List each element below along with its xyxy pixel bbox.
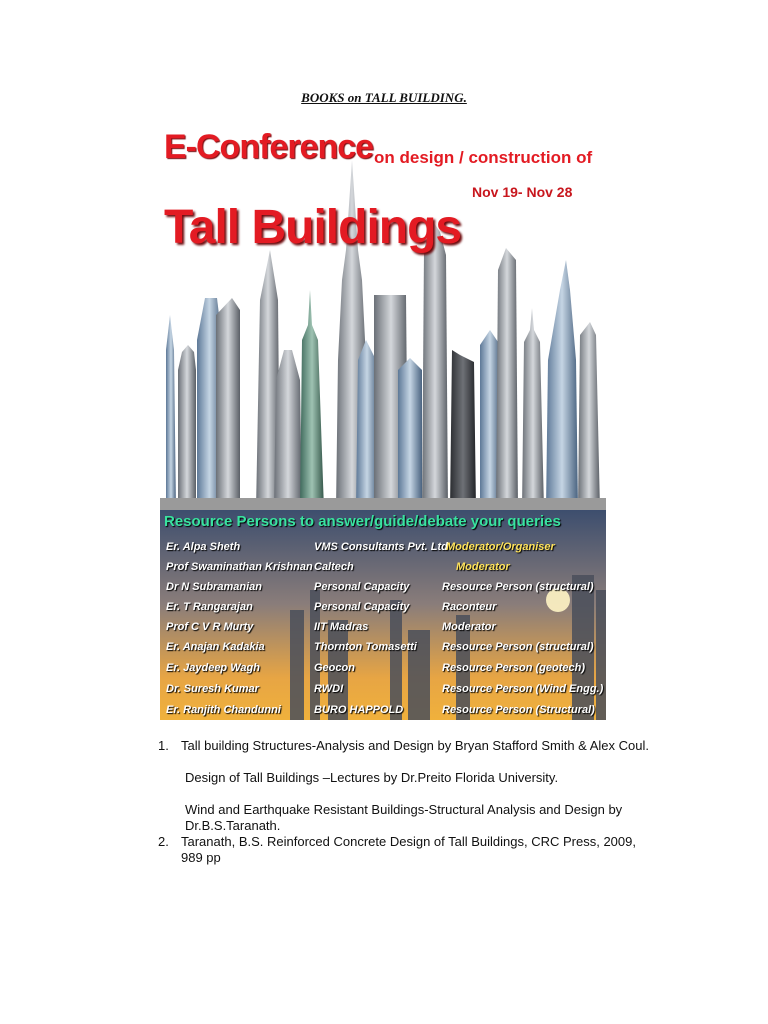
person-org: Thornton Tomasetti [314, 641, 417, 653]
poster-dates: Nov 19- Nov 28 [472, 184, 573, 200]
person-name: Er. Anajan Kadakia [166, 641, 265, 653]
book-entry: Taranath, B.S. Reinforced Concrete Design of Tall Buildings, CRC Press, 2009, 989 pp [181, 834, 636, 865]
list-item [158, 834, 658, 866]
person-name: Er. T Rangarajan [166, 601, 253, 613]
resource-person-row [160, 581, 606, 601]
person-org: BURO HAPPOLD [314, 704, 404, 716]
person-name: Er. Ranjith Chandunni [166, 704, 281, 716]
person-role: Raconteur [442, 601, 497, 613]
resource-person-row [160, 561, 606, 581]
document-title: BOOKS on TALL BUILDING. [301, 90, 467, 105]
list-number: 1. [158, 738, 169, 753]
book-entry: Tall building Structures-Analysis and Design by Bryan Stafford Smith & Alex Coul. [181, 738, 649, 753]
resource-person-row [160, 541, 606, 561]
resource-person-row [160, 641, 606, 661]
books-list [158, 738, 658, 866]
book-entry: Design of Tall Buildings –Lectures by Dr.Preito Florida University. [185, 770, 559, 785]
resource-persons-header: Resource Persons to answer/guide/debate your queries [164, 513, 561, 530]
person-role: Moderator/Organiser [446, 541, 555, 553]
list-item [158, 738, 658, 834]
person-org: Personal Capacity [314, 601, 410, 613]
person-role: Resource Person (structural) [442, 581, 594, 593]
book-entry: Wind and Earthquake Resistant Buildings-Structural Analysis and Design by Dr.B.S.Taranath. [185, 802, 623, 833]
person-org: RWDI [314, 683, 344, 695]
poster-title: E-Conference [164, 128, 374, 166]
resource-person-row [160, 601, 606, 621]
person-name: Prof C V R Murty [166, 621, 254, 633]
list-number: 2. [158, 834, 169, 849]
person-role: Resource Person (structural) [442, 641, 594, 653]
conference-poster [160, 120, 606, 720]
person-name: Dr. Suresh Kumar [166, 683, 259, 695]
person-role: Resource Person (geotech) [442, 662, 586, 674]
person-role: Moderator [442, 621, 496, 633]
person-org: Caltech [314, 561, 354, 573]
person-role: Resource Person (Structural) [442, 704, 595, 716]
person-name: Prof Swaminathan Krishnan [166, 561, 313, 573]
resource-person-row [160, 683, 606, 703]
person-name: Er. Alpa Sheth [166, 541, 241, 553]
person-name: Dr N Subramanian [166, 581, 262, 593]
person-org: IIT Madras [314, 621, 369, 633]
poster-heading: Tall Buildings [164, 201, 462, 254]
person-role: Moderator [456, 561, 510, 573]
resource-person-row [160, 704, 606, 720]
poster-subtitle: on design / construction of [374, 148, 593, 167]
person-org: Personal Capacity [314, 581, 410, 593]
person-name: Er. Jaydeep Wagh [166, 662, 260, 674]
resource-person-row [160, 621, 606, 641]
person-org: Geocon [314, 662, 355, 674]
person-role: Resource Person (Wind Engg.) [442, 683, 604, 695]
resource-person-row [160, 662, 606, 682]
person-org: VMS Consultants Pvt. Ltd [314, 541, 448, 553]
